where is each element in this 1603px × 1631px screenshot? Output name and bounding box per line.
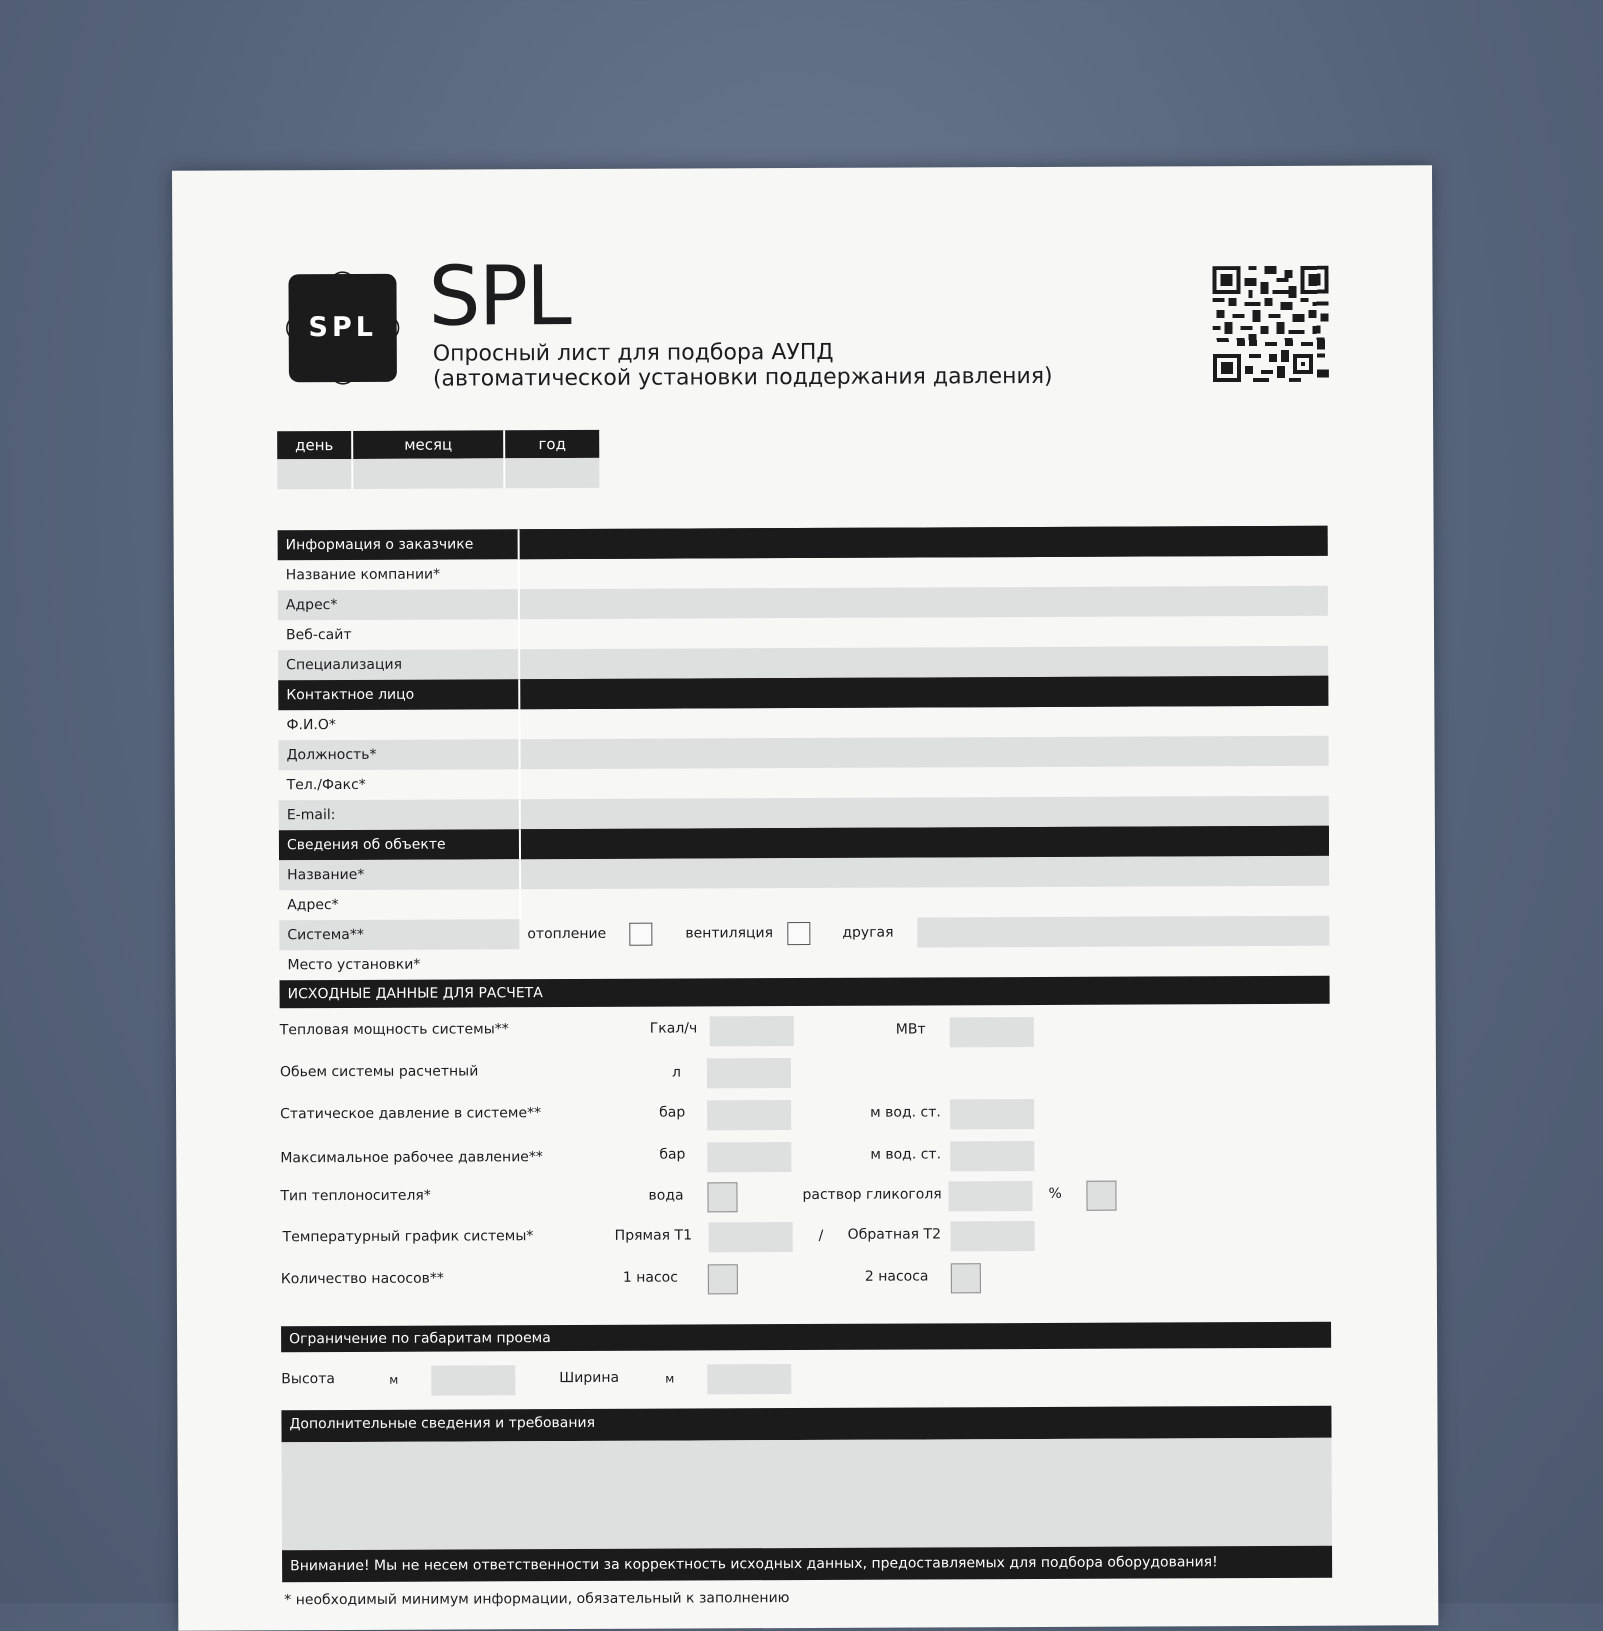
ventilation-checkbox[interactable] bbox=[787, 922, 810, 945]
contact-section-header bbox=[278, 676, 1328, 711]
date-month-field[interactable] bbox=[352, 458, 504, 489]
height-unit-label: м bbox=[389, 1372, 399, 1387]
position-label: Должность* bbox=[286, 746, 377, 764]
object-name-label: Название* bbox=[287, 866, 365, 884]
website-row bbox=[278, 616, 1328, 651]
water-checkbox[interactable] bbox=[707, 1182, 737, 1212]
unit-bar-label: бар bbox=[659, 1104, 686, 1121]
warning-bar: Внимание! Мы не несем ответственности за корректность исходных данных, предоставляемых для подбора оборудования! bbox=[282, 1546, 1332, 1583]
static-pressure-mwc-field[interactable] bbox=[950, 1099, 1034, 1129]
heating-checkbox[interactable] bbox=[629, 923, 652, 946]
unit-l-label: л bbox=[671, 1064, 681, 1081]
svg-text:SPL: SPL bbox=[308, 311, 377, 344]
location-field[interactable] bbox=[519, 946, 1329, 980]
unit-bar2-label: бар bbox=[659, 1146, 686, 1163]
object-address-row bbox=[279, 886, 1329, 921]
customer-section-title: Информация о заказчике bbox=[285, 536, 474, 554]
company-row bbox=[278, 556, 1328, 591]
object-name-row bbox=[279, 856, 1329, 891]
calc-grid bbox=[280, 1004, 1331, 1327]
max-pressure-mwc-field[interactable] bbox=[950, 1141, 1034, 1171]
thermal-power-gcal-field[interactable] bbox=[710, 1016, 794, 1046]
email-row bbox=[279, 796, 1329, 831]
return-t2-label: Обратная T2 bbox=[847, 1226, 942, 1243]
subtitle-line-1: Опросный лист для подбора АУПД bbox=[432, 339, 834, 367]
return-t2-field[interactable] bbox=[951, 1221, 1035, 1251]
static-pressure-bar-field[interactable] bbox=[707, 1100, 791, 1130]
fio-label: Ф.И.О* bbox=[286, 717, 336, 734]
date-year-header: год bbox=[504, 430, 599, 458]
unit-mwc-label: м вод. ст. bbox=[870, 1104, 941, 1121]
object-name-field[interactable] bbox=[519, 856, 1329, 890]
fio-row bbox=[278, 706, 1328, 741]
qr-code-icon bbox=[1212, 266, 1329, 383]
max-pressure-bar-field[interactable] bbox=[707, 1142, 791, 1172]
heating-label: отопление bbox=[527, 925, 607, 943]
customer-address-row bbox=[278, 586, 1328, 621]
questionnaire-sheet bbox=[172, 165, 1438, 1630]
object-address-field[interactable] bbox=[519, 886, 1329, 920]
position-field[interactable] bbox=[518, 736, 1328, 770]
document-subtitle bbox=[433, 339, 1053, 392]
phone-row bbox=[279, 766, 1329, 801]
email-label: E-mail: bbox=[286, 807, 336, 824]
glycol-percent-field[interactable] bbox=[1086, 1181, 1116, 1211]
volume-label: Обьем системы расчетный bbox=[279, 1063, 479, 1081]
date-year-field[interactable] bbox=[504, 458, 599, 488]
supply-t1-label: Прямая T1 bbox=[614, 1227, 693, 1244]
width-unit-label: м bbox=[665, 1371, 675, 1386]
unit-mw-label: МВт bbox=[895, 1021, 926, 1038]
pump-count-label: Количество насосов** bbox=[280, 1270, 444, 1288]
object-section-header bbox=[279, 826, 1329, 861]
form-main bbox=[278, 526, 1333, 1609]
width-label: Ширина bbox=[559, 1369, 620, 1387]
height-field[interactable] bbox=[431, 1365, 515, 1395]
customer-section-header bbox=[278, 526, 1328, 561]
additional-section-header: Дополнительные сведения и требования bbox=[281, 1406, 1331, 1443]
position-row bbox=[278, 736, 1328, 771]
pump2-checkbox[interactable] bbox=[951, 1263, 981, 1293]
company-label: Название компании* bbox=[285, 566, 441, 584]
height-label: Высота bbox=[281, 1371, 335, 1388]
system-label: Система** bbox=[279, 919, 519, 950]
phone-label: Тел./Факс* bbox=[286, 776, 366, 794]
specialization-row bbox=[278, 646, 1328, 681]
other-system-label: другая bbox=[842, 924, 894, 941]
unit-mwc2-label: м вод. ст. bbox=[870, 1146, 942, 1163]
pump1-label: 1 насос bbox=[622, 1269, 678, 1286]
thermal-power-mw-field[interactable] bbox=[950, 1017, 1034, 1047]
thermal-power-label: Тепловая мощность системы** bbox=[279, 1021, 509, 1039]
slash-label: / bbox=[818, 1227, 824, 1244]
date-day-field[interactable] bbox=[277, 459, 352, 489]
date-month-header: месяц bbox=[352, 430, 504, 459]
pump1-checkbox[interactable] bbox=[708, 1264, 738, 1294]
contact-section-title: Контактное лицо bbox=[286, 686, 415, 704]
percent-label: % bbox=[1048, 1185, 1062, 1202]
location-row bbox=[279, 946, 1329, 981]
volume-field[interactable] bbox=[707, 1058, 791, 1088]
glycol-field[interactable] bbox=[948, 1181, 1032, 1211]
dimensions-row bbox=[281, 1348, 1331, 1411]
date-table bbox=[277, 430, 599, 489]
additional-info-field[interactable] bbox=[282, 1438, 1332, 1551]
dimensions-section-header: Ограничение по габаритам проема bbox=[281, 1322, 1331, 1353]
system-row bbox=[279, 916, 1329, 951]
object-section-title: Сведения об объекте bbox=[286, 836, 446, 854]
ventilation-label: вентиляция bbox=[685, 925, 774, 942]
subtitle-line-2: (автоматической установки поддержания давления) bbox=[432, 363, 1053, 392]
supply-t1-field[interactable] bbox=[709, 1222, 793, 1252]
width-field[interactable] bbox=[707, 1364, 791, 1394]
phone-field[interactable] bbox=[519, 766, 1329, 800]
glycol-label: раствор гликоголя bbox=[802, 1186, 942, 1204]
pump2-label: 2 насоса bbox=[864, 1268, 929, 1285]
unit-gcal-label: Гкал/ч bbox=[649, 1020, 698, 1037]
customer-address-field[interactable] bbox=[518, 586, 1328, 620]
specialization-label: Специализация bbox=[286, 656, 403, 674]
static-pressure-label: Статическое давление в системе** bbox=[280, 1105, 542, 1123]
object-address-label: Адрес* bbox=[287, 897, 339, 914]
location-label: Место установки* bbox=[287, 956, 421, 974]
email-field[interactable] bbox=[519, 796, 1329, 830]
water-label: вода bbox=[648, 1187, 684, 1204]
brand-title: SPL bbox=[428, 249, 570, 345]
date-day-header: день bbox=[277, 431, 352, 459]
footnote-required: * необходимый минимум информации, обязательный к заполнению bbox=[284, 1590, 790, 1609]
temp-schedule-label: Температурный график системы* bbox=[282, 1228, 534, 1246]
other-system-field[interactable] bbox=[917, 916, 1329, 948]
spl-logo bbox=[272, 258, 413, 399]
customer-address-label: Адрес* bbox=[285, 597, 338, 614]
calc-section-header: ИСХОДНЫЕ ДАННЫЕ ДЛЯ РАСЧЕТА bbox=[280, 976, 1330, 1009]
max-pressure-label: Максимальное рабочее давление** bbox=[280, 1149, 543, 1167]
coolant-type-label: Тип теплоносителя* bbox=[280, 1187, 431, 1205]
fio-field[interactable] bbox=[518, 706, 1328, 740]
website-field[interactable] bbox=[518, 616, 1328, 650]
website-label: Веб-сайт bbox=[285, 626, 352, 644]
specialization-field[interactable] bbox=[518, 646, 1328, 680]
company-field[interactable] bbox=[518, 556, 1328, 590]
